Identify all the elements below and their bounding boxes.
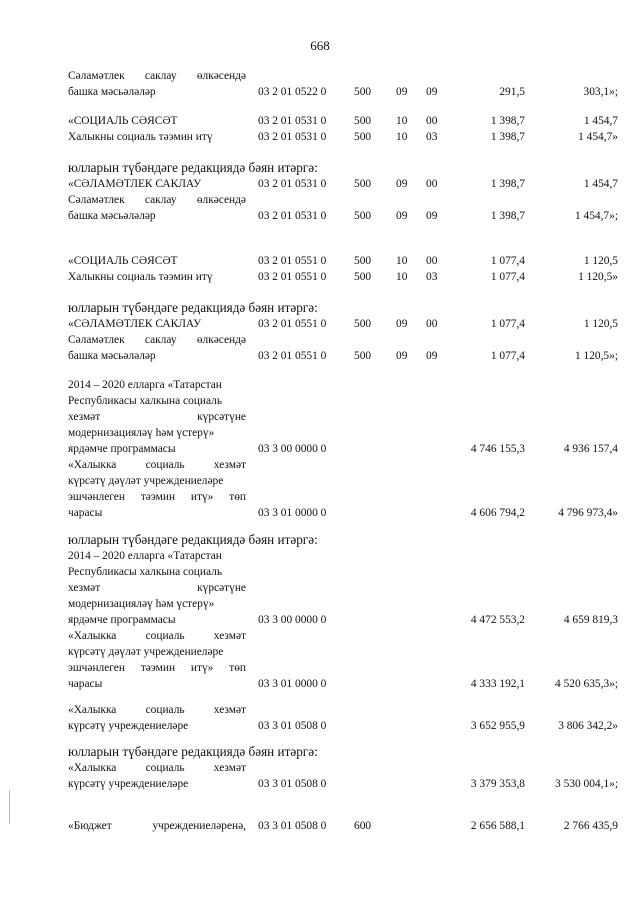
row-name: «СОЦИАЛЬ СӘЯСӘТ — [68, 115, 178, 127]
table-row — [0, 644, 640, 660]
table-row — [0, 548, 640, 564]
row-amount-2: 3 806 342,2» — [558, 720, 618, 732]
row-vr: 500 — [354, 178, 372, 190]
row-name: «Халыкка социаль хезмәт — [68, 630, 246, 642]
table-row — [0, 473, 640, 489]
table-row — [0, 377, 640, 393]
table-row — [0, 348, 640, 364]
table-row — [0, 208, 640, 224]
row-name: Республикасы халкына социаль — [68, 395, 223, 407]
row-section: 10 — [396, 255, 408, 267]
row-code: 03 2 01 0551 0 — [258, 350, 327, 362]
row-name: модернизацияләү һәм үстерү» — [68, 427, 215, 439]
row-code: 03 2 01 0551 0 — [258, 255, 327, 267]
row-vr: 500 — [354, 350, 372, 362]
table-row — [0, 425, 640, 441]
table-row — [0, 129, 640, 145]
row-vr: 500 — [354, 318, 372, 330]
row-amount-2: 4 936 157,4 — [563, 443, 618, 455]
table-row — [0, 160, 640, 176]
row-name: «Халыкка социаль хезмәт — [68, 704, 246, 716]
row-amount-1: 1 077,4 — [490, 255, 525, 267]
row-code: 03 3 00 0000 0 — [258, 443, 327, 455]
row-section: 10 — [396, 115, 408, 127]
scan-margin-mark — [9, 790, 10, 824]
table-row — [0, 532, 640, 548]
table-row — [0, 316, 640, 332]
row-name: «Халыкка социаль хезмәт — [68, 459, 246, 471]
row-name: башка мәсьәләләр — [68, 86, 156, 98]
row-code: 03 2 01 0531 0 — [258, 178, 327, 190]
row-subsection: 09 — [426, 86, 438, 98]
table-row — [0, 113, 640, 129]
table-row — [0, 760, 640, 776]
row-code: 03 2 01 0522 0 — [258, 86, 327, 98]
row-amount-1: 1 398,7 — [490, 210, 525, 222]
row-name: күрсәтү дәүләт учреждениеләре — [68, 475, 224, 487]
row-name: 2014 – 2020 елларга «Татарстан — [68, 379, 222, 391]
row-amount-2: 1 120,5 — [583, 318, 618, 330]
table-row — [0, 776, 640, 792]
row-amount-2: 2 766 435,9 — [563, 820, 618, 832]
row-name: башка мәсьәләләр — [68, 350, 156, 362]
row-amount-2: 1 120,5»; — [574, 350, 618, 362]
row-amount-1: 3 379 353,8 — [470, 778, 525, 790]
row-amount-1: 1 077,4 — [490, 350, 525, 362]
row-amount-1: 1 398,7 — [490, 178, 525, 190]
row-amount-2: 303,1»; — [583, 86, 618, 98]
amendment-intro: юлларын түбәндәге редакциядә бәян итәргә: — [68, 160, 318, 175]
table-row — [0, 393, 640, 409]
table-row — [0, 612, 640, 628]
row-code: 03 3 01 0508 0 — [258, 778, 327, 790]
table-row — [0, 253, 640, 269]
row-code: 03 2 01 0531 0 — [258, 131, 327, 143]
row-amount-2: 1 454,7»; — [574, 210, 618, 222]
table-row — [0, 409, 640, 425]
table-row — [0, 457, 640, 473]
row-subsection: 00 — [426, 115, 438, 127]
table-row — [0, 176, 640, 192]
row-subsection: 09 — [426, 210, 438, 222]
row-code: 03 3 01 0508 0 — [258, 820, 327, 832]
table-row — [0, 628, 640, 644]
row-name: хезмәт күрсәтүне — [68, 582, 246, 594]
row-subsection: 00 — [426, 255, 438, 267]
row-section: 09 — [396, 86, 408, 98]
row-subsection: 00 — [426, 178, 438, 190]
row-amount-1: 4 606 794,2 — [470, 507, 525, 519]
row-amount-1: 4 333 192,1 — [470, 678, 525, 690]
row-name: Республикасы халкына социаль — [68, 566, 223, 578]
table-row — [0, 564, 640, 580]
row-name: «СӘЛАМӘТЛЕК САКЛАУ — [68, 318, 202, 330]
row-amount-2: 1 454,7» — [578, 131, 618, 143]
row-name: чарасы — [68, 678, 103, 690]
row-amount-1: 2 656 588,1 — [470, 820, 525, 832]
row-vr: 500 — [354, 131, 372, 143]
row-name: хезмәт күрсәтүне — [68, 411, 246, 423]
row-amount-2: 4 520 635,3»; — [555, 678, 618, 690]
row-code: 03 2 01 0551 0 — [258, 318, 327, 330]
row-name: эшчәнлеген тәэмин итү» төп — [68, 491, 246, 503]
row-amount-1: 4 472 553,2 — [470, 614, 525, 626]
row-section: 10 — [396, 271, 408, 283]
row-name: ярдәмче программасы — [68, 443, 176, 455]
row-amount-1: 4 746 155,3 — [470, 443, 525, 455]
row-amount-2: 4 659 819,3 — [563, 614, 618, 626]
row-name: күрсәтү учреждениеләре — [68, 720, 189, 732]
row-name: Халыкны социаль тәэмин итү — [68, 131, 213, 143]
row-vr: 500 — [354, 255, 372, 267]
table-row — [0, 68, 640, 84]
row-name: Халыкны социаль тәэмин итү — [68, 271, 213, 283]
row-amount-1: 1 398,7 — [490, 131, 525, 143]
amendment-intro: юлларын түбәндәге редакциядә бәян итәргә: — [68, 300, 318, 315]
row-section: 09 — [396, 210, 408, 222]
row-amount-1: 1 077,4 — [490, 271, 525, 283]
row-section: 09 — [396, 178, 408, 190]
row-name: «СӘЛАМӘТЛЕК САКЛАУ — [68, 178, 202, 190]
row-amount-2: 1 454,7 — [583, 178, 618, 190]
row-subsection: 03 — [426, 131, 438, 143]
page-number: 668 — [310, 38, 330, 53]
row-code: 03 2 01 0531 0 — [258, 115, 327, 127]
row-code: 03 2 01 0531 0 — [258, 210, 327, 222]
row-section: 09 — [396, 350, 408, 362]
row-section: 09 — [396, 318, 408, 330]
row-name: 2014 – 2020 елларга «Татарстан — [68, 550, 222, 562]
row-vr: 600 — [354, 820, 372, 832]
table-row — [0, 505, 640, 521]
row-vr: 500 — [354, 86, 372, 98]
row-name: ярдәмче программасы — [68, 614, 176, 626]
row-code: 03 2 01 0551 0 — [258, 271, 327, 283]
row-code: 03 3 01 0508 0 — [258, 720, 327, 732]
row-vr: 500 — [354, 271, 372, 283]
row-amount-2: 4 796 973,4» — [558, 507, 618, 519]
row-amount-1: 1 077,4 — [490, 318, 525, 330]
table-row — [0, 718, 640, 734]
row-name: күрсәтү дәүләт учреждениеләре — [68, 646, 224, 658]
row-amount-2: 3 530 004,1»; — [555, 778, 618, 790]
row-name: башка мәсьәләләр — [68, 210, 156, 222]
table-row — [0, 300, 640, 316]
table-row — [0, 84, 640, 100]
row-name: Сәламәтлек саклау өлкәсендә — [68, 194, 246, 206]
table-row — [0, 441, 640, 457]
table-row — [0, 580, 640, 596]
row-code: 03 3 01 0000 0 — [258, 678, 327, 690]
row-amount-1: 291,5 — [499, 86, 525, 98]
row-name: «Бюджет учреждениеләренә, — [68, 820, 246, 832]
row-subsection: 03 — [426, 271, 438, 283]
row-code: 03 3 01 0000 0 — [258, 507, 327, 519]
row-amount-2: 1 120,5» — [578, 271, 618, 283]
table-row — [0, 744, 640, 760]
row-name: «Халыкка социаль хезмәт — [68, 762, 246, 774]
row-name: чарасы — [68, 507, 103, 519]
table-row — [0, 676, 640, 692]
table-row — [0, 818, 640, 834]
row-name: модернизацияләү һәм үстерү» — [68, 598, 215, 610]
table-row — [0, 596, 640, 612]
row-name: күрсәтү учреждениеләре — [68, 778, 189, 790]
row-name: Сәламәтлек саклау өлкәсендә — [68, 70, 246, 82]
row-section: 10 — [396, 131, 408, 143]
row-subsection: 00 — [426, 318, 438, 330]
row-vr: 500 — [354, 210, 372, 222]
table-row — [0, 489, 640, 505]
row-amount-1: 3 652 955,9 — [470, 720, 525, 732]
amendment-intro: юлларын түбәндәге редакциядә бәян итәргә: — [68, 532, 318, 547]
row-vr: 500 — [354, 115, 372, 127]
row-name: «СОЦИАЛЬ СӘЯСӘТ — [68, 255, 178, 267]
table-row — [0, 192, 640, 208]
row-name: эшчәнлеген тәэмин итү» төп — [68, 662, 246, 674]
amendment-intro: юлларын түбәндәге редакциядә бәян итәргә: — [68, 744, 318, 759]
row-code: 03 3 00 0000 0 — [258, 614, 327, 626]
table-row — [0, 702, 640, 718]
row-amount-2: 1 120,5 — [583, 255, 618, 267]
row-subsection: 09 — [426, 350, 438, 362]
table-row — [0, 660, 640, 676]
row-amount-2: 1 454,7 — [583, 115, 618, 127]
row-amount-1: 1 398,7 — [490, 115, 525, 127]
row-name: Сәламәтлек саклау өлкәсендә — [68, 334, 246, 346]
table-row — [0, 269, 640, 285]
table-row — [0, 332, 640, 348]
